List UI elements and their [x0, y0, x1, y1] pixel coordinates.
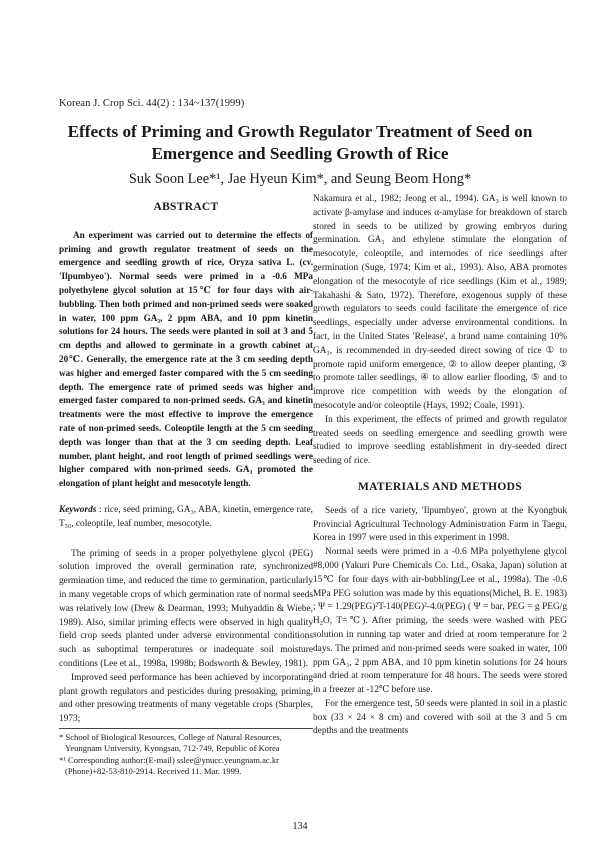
abstract-text: An experiment was carried out to determine the effects of priming and growth regulator treatment of seeds on the emergence and seedling growth of rice, Oryza sativa L. (cv. 'Ilpumbyeo'). Normal seeds were primed in a -0.6 MPa polyethylene glycol solution at 15℃ for four days with air-bubbling. Then both primed and non-primed seeds were soaked in water, 100 ppm GA₃, 2 ppm ABA, and 10 ppm kinetin solutions for 24 hours. The seeds were planted in soil at 3 and 5 cm depths and allowed to germinate in a growth cabinet at 20℃. Generally, the emergence rate at the 3 cm seeding depth was higher and emerged faster compared with the 5 cm seeding depth. The emergence rate of primed seeds was higher and emerged faster compared to non-primed seeds. GA₃ and kinetin treatments were the most effective to improve the emergence rate of non-primed seeds. Coleoptile length at the 5 cm seeding depth was longer than that at the 3 cm seeding depth. Leaf number, plant height, and root length of primed seedlings were higher compared with non-primed seeds. GA₃ promoted the elongation of plant height and mesocotyle length.: [59, 229, 313, 489]
left-column: [59, 197, 313, 727]
methods-paragraph-3: For the emergence test, 50 seeds were planted in soil in a plastic box (33 × 24 × 8 cm) and covered with soil at the 3 and 5 cm depths and the treatments: [313, 698, 567, 737]
footnote-affiliation: * School of Biological Resources, College of Natural Resources, Yeungnam University, Kyongsan, 712-749, Republic of Korea: [59, 732, 282, 754]
keywords-label: Keywords: [59, 504, 97, 515]
intro-paragraph-3: Nakamura et al., 1982; Jeong et al., 1994). GA₃ is well known to activate β-amylase and induces α-amylase for breakdown of starch stored in seeds to be utilized by growing embryos during germination. GA₃ and ethylene stimulate the elongation of mesocotyle, coleoptile, and internodes of rice seedlings after germination (Suge, 1974; Kim et al., 1993). Also, ABA promotes elongation of the mesocotyle of rice seedlings (Kim et al., 1989; Takahashi & Sato, 1972). Therefore, exogenous supply of these growth regulators to seeds could facilitate the emergence of rice seedlings, especially under adverse environmental conditions. In fact, in the United States 'Release', a brand name containing 10% GA₃, is recommended in dry-seeded direct sowing of rice ① to promote rapid uniform emergence, ② to allow deeper planting, ③ to promote taller seedlings, ④ to allow earlier flooding, ⑤ and to improve rice competition with weeds by the elongation of mesocotyle and/or coleoptile (Hays, 1992; Coale, 1991).: [313, 194, 567, 411]
keywords: [59, 504, 313, 532]
methods-paragraph-2: Normal seeds were primed in a -0.6 MPa polyethylene glycol #8,000 (Yakuri Pure Chemicals Co. Ltd., Osaka, Japan) solution at 15℃ for four days with air-bubbling(Lee et al., 1998a). The -0.6 MPa PEG solution was made by this equations(Michel, B. E. 1983) ; Ψ = 1.29(PEG)²T-140(PEG)²-4.0(PEG) ( Ψ = bar, PEG = g PEG/g H₂O, T=℃). After priming, the seeds were washed with PEG solution in running tap water and dried at room temperature for 2 days. The primed and non-primed seeds were soaked in water, 100 ppm GA₃, 2 ppm ABA, and 10 ppm kinetin solutions for 24 hours and dried at room temperature for 48 hours. The seeds were stored in a freezer at -12℃ before use.: [313, 547, 567, 696]
title-line-2: Emergence and Seedling Growth of Rice: [151, 144, 449, 163]
journal-citation: Korean J. Crop Sci. 44(2) : 134~137(1999): [59, 98, 245, 109]
title-line-1: Effects of Priming and Growth Regulator Treatment of Seed on: [67, 122, 533, 141]
page-number: 134: [292, 821, 308, 832]
methods-paragraph-1: Seeds of a rice variety, 'Ilpumbyeo', grown at the Kyongbuk Provincial Agricultural Technology Administration Farm in Taegu, Korea in 1997 were used in this experiment in 1998.: [313, 505, 567, 544]
methods-heading: MATERIALS AND METHODS: [358, 480, 522, 493]
intro-paragraph-4: In this experiment, the effects of primed and growth regulator treated seeds on seedling emergence and seedling growth were studied to improve seedling establishment in dry-seeded direct seeding of rice.: [313, 414, 567, 467]
abstract-heading: ABSTRACT: [153, 201, 219, 213]
intro-paragraph-2: Improved seed performance has been achieved by incorporating plant growth regulators and pesticides during presoaking, priming, and other presowing treatments of many vegetable crops (Sharples, 1973;: [59, 672, 313, 725]
footnote-block: [59, 728, 313, 777]
keywords-text: : rice, seed priming, GA₃, ABA, kinetin, emergence rate, T₅₀, coleoptile, leaf number, mesocotyle.: [59, 504, 313, 529]
right-column: [313, 193, 567, 739]
footnote-corresponding: *¹ Corresponding author:(E-mail) sslee@ynucc.yeungnam.ac.kr (Phone)+82-53-810-2914. Received 11. Mar. 1999.: [59, 754, 280, 776]
paper-title: [40, 121, 560, 165]
intro-paragraph-1: The priming of seeds in a proper polyethylene glycol (PEG) solution improved the overall germination rate, synchronized germination time, and reduced the time to germination, particularly in many vegetable crops of which germination rate of normal seeds was relatively low (Drew & Dearman, 1993; Muhyaddin & Wiebe, 1989). Also, similar priming effects were observed in high quality field crop seeds planted under adverse environmental conditions such as suboptimal temperatures or inadequate soil moisture conditions (Lee et al., 1998a, 1998b; Bodsworth & Bewley, 1981).: [59, 548, 313, 669]
author-list: Suk Soon Lee*¹, Jae Hyeun Kim*, and Seung Beom Hong*: [128, 171, 472, 187]
